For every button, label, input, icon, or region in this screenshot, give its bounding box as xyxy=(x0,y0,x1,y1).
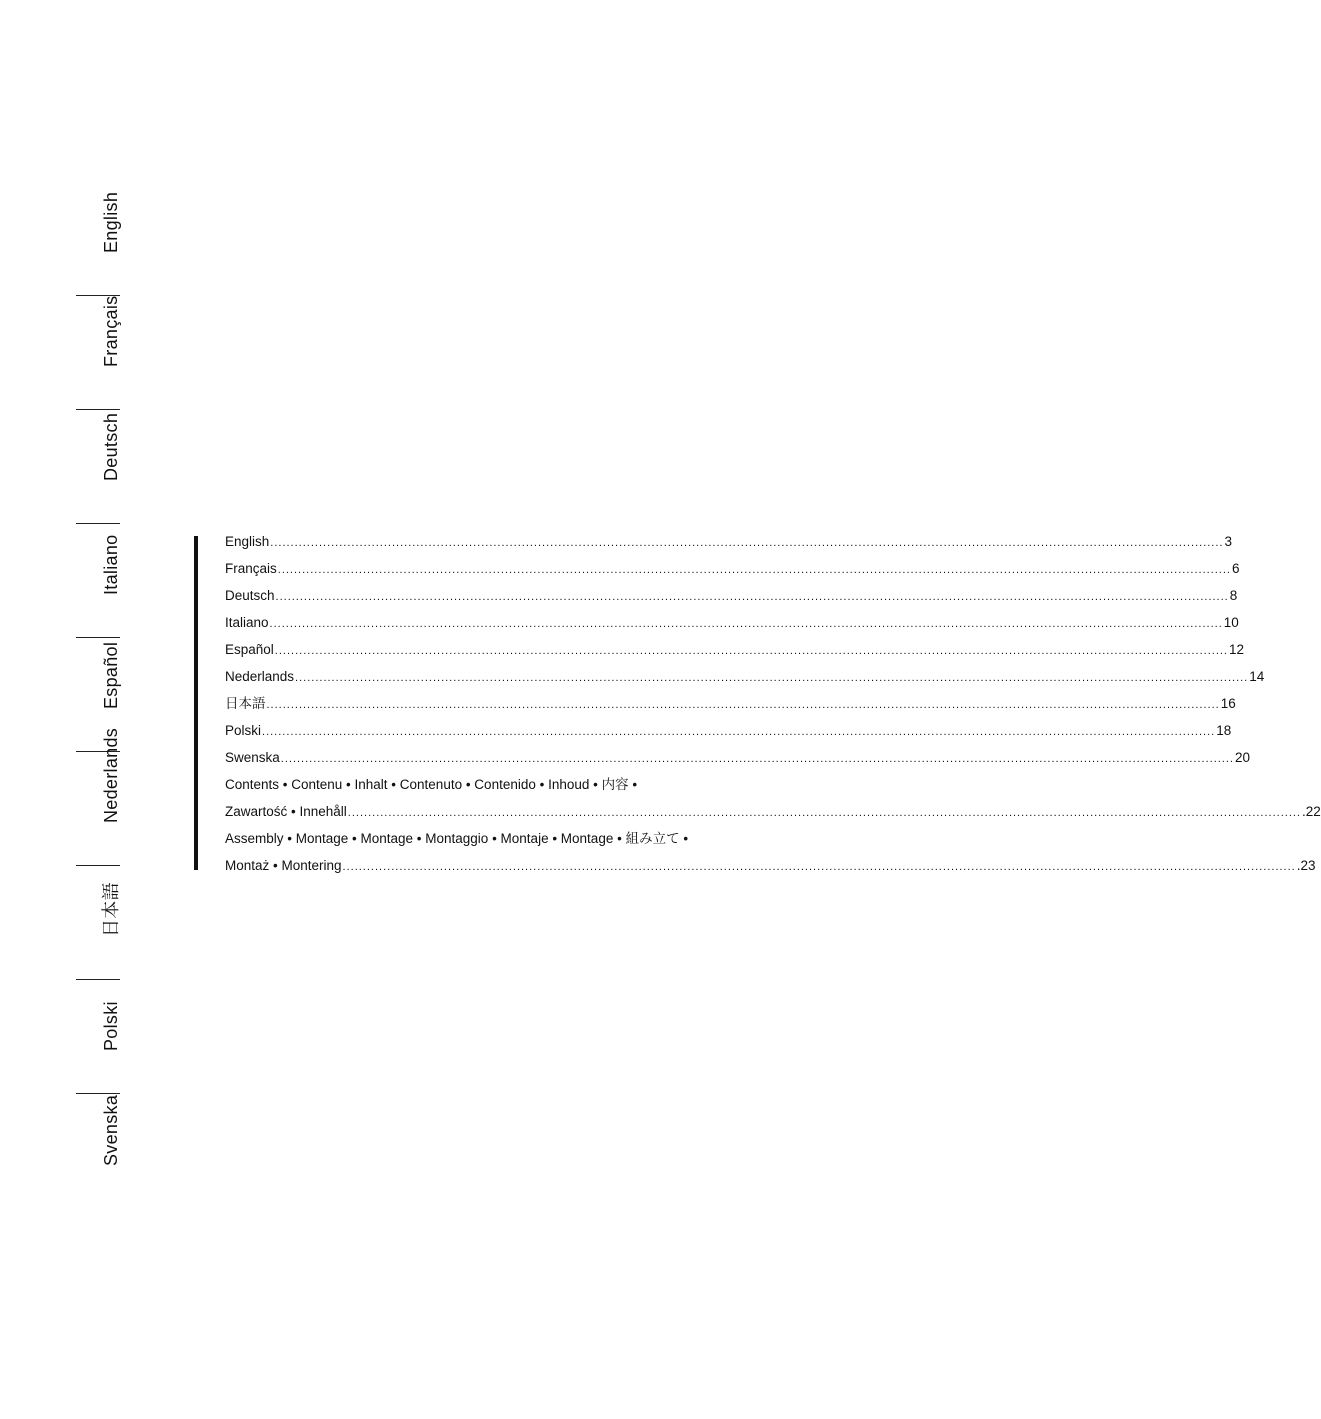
toc-entry-label: Contents • Contenu • Inhalt • Contenuto • Contenido • Inhoud • 内容 • xyxy=(225,777,638,792)
toc-list xyxy=(225,534,1321,886)
toc-entry[interactable] xyxy=(225,750,1251,778)
toc-entry[interactable] xyxy=(225,642,1245,670)
toc-entry-page: 6 xyxy=(1231,561,1240,576)
tab-italiano[interactable] xyxy=(76,524,120,638)
toc-leader: ........................................................................................................................................................................................................................................... xyxy=(275,591,1229,603)
toc-leader: ........................................................................................................................................................................................................................................... xyxy=(270,537,1224,549)
tab-label: Français xyxy=(101,295,121,367)
tab-label: Polski xyxy=(101,1001,121,1051)
tab-label: Deutsch xyxy=(101,412,121,481)
toc-accent-bar xyxy=(194,536,198,870)
toc-entry-page: 8 xyxy=(1229,588,1238,603)
toc-leader: ........................................................................................................................................................................................................................................... xyxy=(269,618,1223,630)
toc-entry[interactable] xyxy=(225,561,1240,589)
toc-leader: ........................................................................................................................................................................................................................................... xyxy=(277,564,1231,576)
tab-label: Svenska xyxy=(101,1094,121,1166)
toc-entry-page: .23 xyxy=(1296,858,1316,873)
toc-entry-label: English xyxy=(225,534,270,549)
tab-label: Italiano xyxy=(101,534,121,595)
tab-francais[interactable] xyxy=(76,296,120,410)
tab-label: 日本語 xyxy=(101,882,121,937)
toc-entry-page: 18 xyxy=(1216,723,1232,738)
toc-entry[interactable] xyxy=(225,669,1265,697)
toc-entry-label: Italiano xyxy=(225,615,269,630)
toc-entry[interactable] xyxy=(225,723,1232,751)
tab-nederlands[interactable] xyxy=(76,727,121,866)
toc-entry-page: 14 xyxy=(1249,669,1265,684)
toc-entry-label: 日本語 xyxy=(225,696,266,711)
toc-leader: ........................................................................................................................................................................................................................................... xyxy=(347,807,1301,819)
toc-entry-label: Swenska xyxy=(225,750,280,765)
toc-leader: ........................................................................................................................................................................................................................................... xyxy=(342,861,1296,873)
tab-label: English xyxy=(101,191,121,253)
toc-entry-label: Français xyxy=(225,561,277,576)
toc-entry-label: Deutsch xyxy=(225,588,275,603)
toc-entry[interactable] xyxy=(225,615,1239,643)
tab-japanese[interactable] xyxy=(76,866,120,980)
toc-entry-page: .22 xyxy=(1302,804,1321,819)
toc-entry-label: Español xyxy=(225,642,274,657)
toc-entry-page: 10 xyxy=(1223,615,1239,630)
toc-leader: ........................................................................................................................................................................................................................................... xyxy=(262,726,1216,738)
tab-label: Español xyxy=(101,641,121,709)
toc-entry-page: 3 xyxy=(1224,534,1232,549)
toc-entry-page: 16 xyxy=(1220,696,1236,711)
toc-entry-label: Montaż • Montering xyxy=(225,858,342,873)
tab-deutsch[interactable] xyxy=(76,410,120,524)
toc-entry-contents-line1[interactable] xyxy=(225,778,832,805)
toc-entry-label: Nederlands xyxy=(225,669,295,684)
tab-polski[interactable] xyxy=(76,980,120,1094)
language-tabs xyxy=(76,182,120,1208)
tab-svenska[interactable] xyxy=(76,1094,120,1208)
toc-entry-label: Assembly • Montage • Montage • Montaggio • Montaje • Montage • 組み立て • xyxy=(225,831,689,846)
toc-leader: ........................................................................................................................................................................................................................................... xyxy=(274,645,1228,657)
toc-entry-assembly-line2[interactable] xyxy=(225,858,1316,886)
toc-entry-label: Zawartość • Innehåll xyxy=(225,804,347,819)
toc-entry-assembly-line1[interactable] xyxy=(225,832,832,859)
toc-entry[interactable] xyxy=(225,588,1238,616)
toc-leader: ........................................................................................................................................................................................................................................... xyxy=(266,699,1220,711)
toc-entry-page: 20 xyxy=(1234,750,1251,765)
toc-leader: ........................................................................................................................................................................................................................................... xyxy=(280,753,1234,765)
toc-entry[interactable] xyxy=(225,534,1232,562)
toc-leader: ........................................................................................................................................................................................................................................... xyxy=(295,672,1249,684)
toc-entry-contents-line2[interactable] xyxy=(225,804,1321,832)
toc-entry-page: 12 xyxy=(1229,642,1245,657)
toc-entry-label: Polski xyxy=(225,723,262,738)
tab-label: Nederlands xyxy=(101,727,121,823)
tab-english[interactable] xyxy=(76,182,120,296)
toc-entry[interactable] xyxy=(225,696,1236,724)
